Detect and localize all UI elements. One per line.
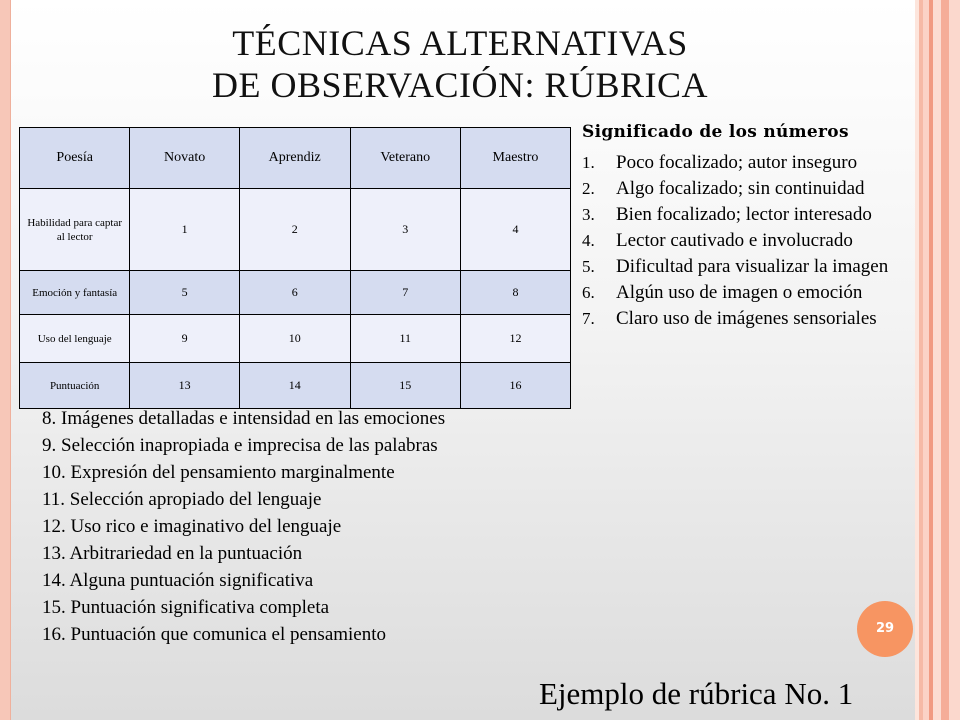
list-item [582, 176, 927, 202]
list-item-text: Poco focalizado; autor inseguro [616, 152, 858, 173]
header-cell-aprendiz: Aprendiz [239, 128, 350, 189]
legend-list [582, 150, 927, 332]
table-cell: 14 [239, 363, 350, 409]
table-cell: 6 [239, 271, 350, 315]
table-cell: 15 [350, 363, 460, 409]
list-item-text: Claro uso de imágenes sensoriales [616, 308, 877, 329]
list-item [582, 228, 927, 254]
list-item: 16. Puntuación que comunica el pensamiento [42, 624, 387, 645]
header-cell-poesia: Poesía [20, 128, 130, 189]
row-label: Emoción y fantasía [20, 271, 130, 315]
rubric-header-row [20, 128, 571, 189]
slide-title [140, 22, 780, 106]
row-label: Uso del lenguaje [20, 315, 130, 363]
rubric-row-habilidad [20, 189, 571, 271]
list-item-text: Lector cautivado e involucrado [616, 230, 853, 251]
list-item-number: 1. [582, 153, 595, 172]
table-cell: 3 [350, 189, 460, 271]
slide-title-line-2: DE OBSERVACIÓN: RÚBRICA [211, 65, 709, 105]
list-item: 12. Uso rico e imaginativo del lenguaje [42, 516, 342, 537]
list-item-number: 4. [582, 231, 595, 250]
list-item [582, 150, 927, 176]
table-cell: 11 [350, 315, 460, 363]
slide-caption: Ejemplo de rúbrica No. 1 [539, 676, 854, 711]
header-cell-veterano: Veterano [350, 128, 460, 189]
table-cell: 7 [350, 271, 460, 315]
list-item: 8. Imágenes detalladas e intensidad en las emociones [42, 408, 446, 429]
table-cell: 2 [239, 189, 350, 271]
table-cell: 8 [460, 271, 570, 315]
list-item: 15. Puntuación significativa completa [42, 597, 330, 618]
list-item: 11. Selección apropiado del lenguaje [42, 489, 322, 510]
header-cell-novato: Novato [130, 128, 239, 189]
list-item: 10. Expresión del pensamiento marginalmente [42, 462, 395, 483]
row-label: Puntuación [20, 363, 130, 409]
slide-title-line-1: TÉCNICAS ALTERNATIVAS [232, 23, 688, 63]
list-item [582, 254, 927, 280]
header-cell-maestro: Maestro [460, 128, 570, 189]
right-decorative-stripes [915, 0, 960, 720]
continued-legend-list [42, 405, 562, 648]
list-item-text: Algún uso de imagen o emoción [616, 282, 863, 303]
table-cell: 10 [239, 315, 350, 363]
list-item-number: 3. [582, 205, 595, 224]
rubric-table [19, 127, 571, 409]
list-item-number: 2. [582, 179, 595, 198]
rubric-row-lenguaje [20, 315, 571, 363]
list-item: 13. Arbitrariedad en la puntuación [42, 543, 303, 564]
table-cell: 4 [460, 189, 570, 271]
number-legend [582, 122, 927, 332]
list-item [582, 306, 927, 332]
table-cell: 5 [130, 271, 239, 315]
left-decorative-border [0, 0, 11, 720]
list-item-text: Algo focalizado; sin continuidad [616, 178, 865, 199]
rubric-row-puntuacion [20, 363, 571, 409]
list-item: 9. Selección inapropiada e imprecisa de las palabras [42, 435, 438, 456]
list-item-text: Dificultad para visualizar la imagen [616, 256, 889, 277]
rubric-row-emocion [20, 271, 571, 315]
table-cell: 1 [130, 189, 239, 271]
list-item-number: 5. [582, 257, 595, 276]
list-item-text: Bien focalizado; lector interesado [616, 204, 872, 225]
legend-title: Significado de los números [582, 122, 849, 142]
table-cell: 16 [460, 363, 570, 409]
list-item: 14. Alguna puntuación significativa [42, 570, 314, 591]
list-item [582, 280, 927, 306]
list-item-number: 6. [582, 283, 595, 302]
row-label: Habilidad para captar al lector [20, 189, 130, 271]
table-cell: 13 [130, 363, 239, 409]
table-cell: 9 [130, 315, 239, 363]
page-number-badge: 29 [857, 601, 913, 657]
table-cell: 12 [460, 315, 570, 363]
list-item [582, 202, 927, 228]
list-item-number: 7. [582, 309, 595, 328]
